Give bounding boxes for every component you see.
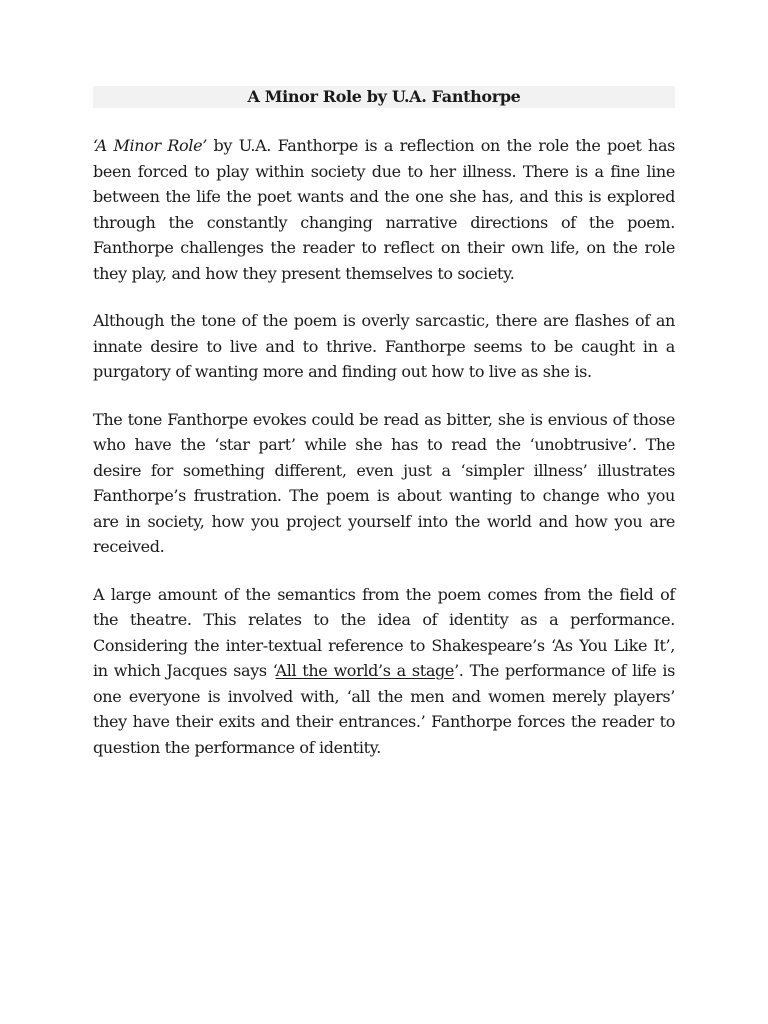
paragraph-intro-text: by U.A. Fanthorpe is a reflection on the role the poet has been forced to play within society due to her illness. There is a fine line between the life the poet wants and the one she has, and this is explored through the constantly changing narrative directions of the poem. Fanthorpe challenges the reader to reflect on their own life, on the role they play, and how they present themselves to society. [93,136,675,283]
paragraph-theatre-text-before: A large amount of the semantics from the poem comes from the field of the theatre. This relates to the idea of identity as a performance. Considering the inter-textual reference to Shakespeare’s ‘As You Like It’, in which Jacques says ‘ [93,584,675,680]
document-body [93,86,675,782]
poem-title-italic: ‘A Minor Role’ [93,136,207,155]
paragraph-theatre-text-after: ’. The performance of life is one everyone is involved with, ‘all the men and women merely players’ they have their exits and their entrances.’ Fanthorpe forces the reader to question the performance of identity. [93,661,675,757]
underlined-quote: All the world’s a stage [275,661,455,680]
paragraph-theatre [93,582,675,761]
paragraph-intro [93,133,675,286]
document-title: A Minor Role by U.A. Fanthorpe [93,86,675,108]
paragraph-tone: Although the tone of the poem is overly sarcastic, there are flashes of an innate desire to live and to thrive. Fanthorpe seems to be caught in a purgatory of wanting more and finding out how to live as she is. [93,311,675,381]
paragraph-bitterness: The tone Fanthorpe evokes could be read as bitter, she is envious of those who have the ‘star part’ while she has to read the ‘unobtrusive’. The desire for something different, even just a ‘simpler illness’ illustrates Fanthorpe’s frustration. The poem is about wanting to change who you are in society, how you project yourself into the world and how you are received. [93,409,675,556]
